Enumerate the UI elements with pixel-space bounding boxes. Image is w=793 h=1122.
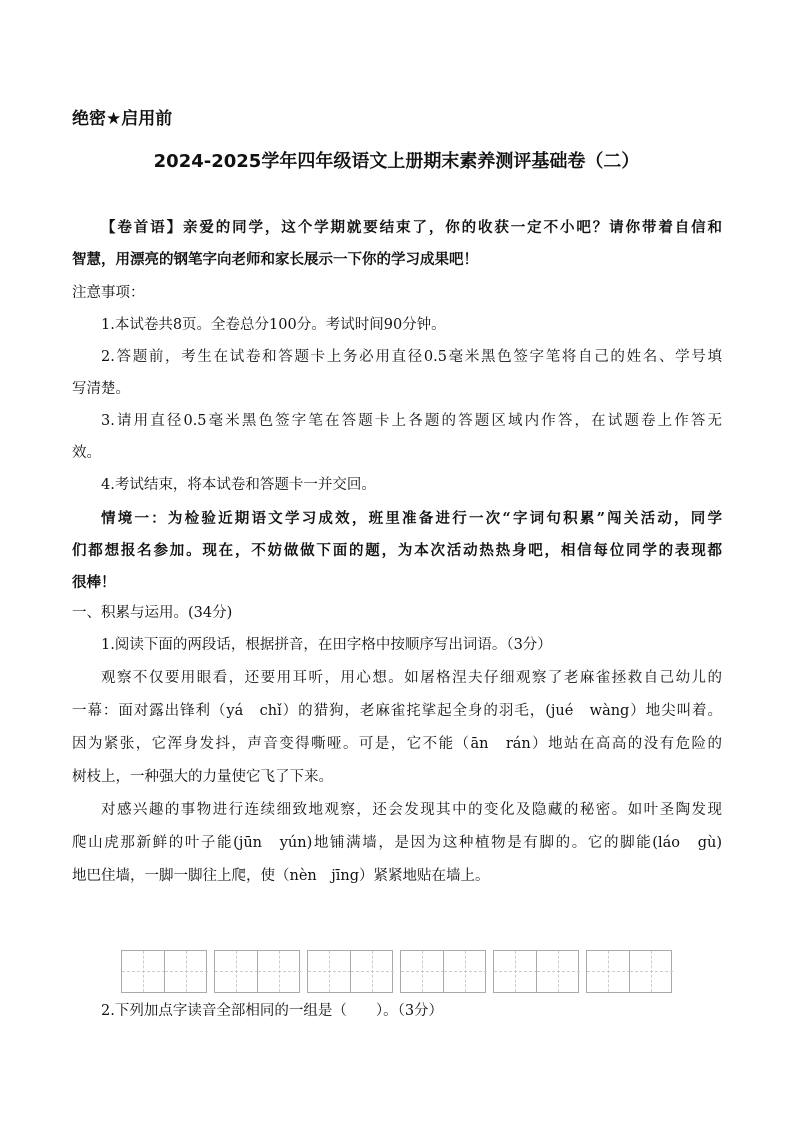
page-title: 2024-2025学年四年级语文上册期末素养测评基础卷（二） (153, 151, 640, 172)
passage-line: 爬山虎那新鲜的叶子能(jūn yún)地铺满墙，是因为这种植物是有脚的。它的脚能(láo gù) (72, 835, 722, 851)
answer-box-1[interactable] (121, 950, 207, 993)
notice-item: 3.请用直径0.5毫米黑色签字笔在答题卡上各题的答题区域内作答，在试题卷上作答无 (101, 413, 722, 429)
notice-item: 写清楚。 (72, 381, 130, 397)
scenario-line: 很棒！ (72, 574, 116, 591)
answer-box-3[interactable] (307, 950, 393, 993)
answer-box-5[interactable] (493, 950, 579, 993)
section-heading: 一、积累与运用。(34分) (72, 605, 233, 621)
scenario-line: 们都想报名参加。现在，不妨做做下面的题，为本次活动热热身吧，相信每位同学的表现都 (72, 542, 722, 559)
question-1: 1.阅读下面的两段话，根据拼音，在田字格中按顺序写出词语。（3分） (101, 637, 552, 653)
passage-line: 因为紧张，它浑身发抖，声音变得嘶哑。可是，它不能（ān rán）地站在高高的没有危险的 (72, 736, 722, 752)
question-2: 2.下列加点字读音全部相同的一组是（ ）。（3分） (101, 1003, 444, 1019)
answer-box-4[interactable] (400, 950, 486, 993)
passage-line: 一幕：面对露出锋利（yá chǐ）的猎狗，老麻雀挓挲起全身的羽毛，(jué wàng）地尖叫着。 (72, 703, 722, 719)
notice-item: 4.考试结束，将本试卷和答题卡一并交回。 (101, 477, 376, 493)
passage-line: 树枝上，一种强大的力量使它飞了下来。 (72, 769, 333, 785)
answer-box-6[interactable] (586, 950, 672, 993)
notice-title: 注意事项： (72, 285, 145, 301)
notice-item: 1.本试卷共8页。全卷总分100分。考试时间90分钟。 (101, 317, 446, 333)
passage-line: 地巴住墙，一脚一脚往上爬，使（nèn jīng）紧紧地贴在墙上。 (72, 868, 490, 884)
confidential-label: 绝密★启用前 (72, 109, 173, 129)
notice-item: 2.答题前，考生在试卷和答题卡上务必用直径0.5毫米黑色签字笔将自己的姓名、学号填 (101, 349, 722, 365)
intro-line: 【卷首语】亲爱的同学，这个学期就要结束了，你的收获一定不小吧？请你带着自信和 (101, 219, 722, 236)
notice-item: 效。 (72, 445, 101, 461)
scenario-line: 情境一：为检验近期语文学习成效，班里准备进行一次“字词句积累”闯关活动，同学 (101, 510, 722, 527)
intro-line: 智慧，用漂亮的钢笔字向老师和家长展示一下你的学习成果吧！ (72, 251, 478, 268)
answer-box-2[interactable] (214, 950, 300, 993)
passage-line: 观察不仅要用眼看，还要用耳听，用心想。如屠格涅夫仔细观察了老麻雀拯救自己幼儿的 (101, 670, 722, 686)
passage-line: 对感兴趣的事物进行连续细致地观察，还会发现其中的变化及隐藏的秘密。如叶圣陶发现 (101, 802, 722, 818)
